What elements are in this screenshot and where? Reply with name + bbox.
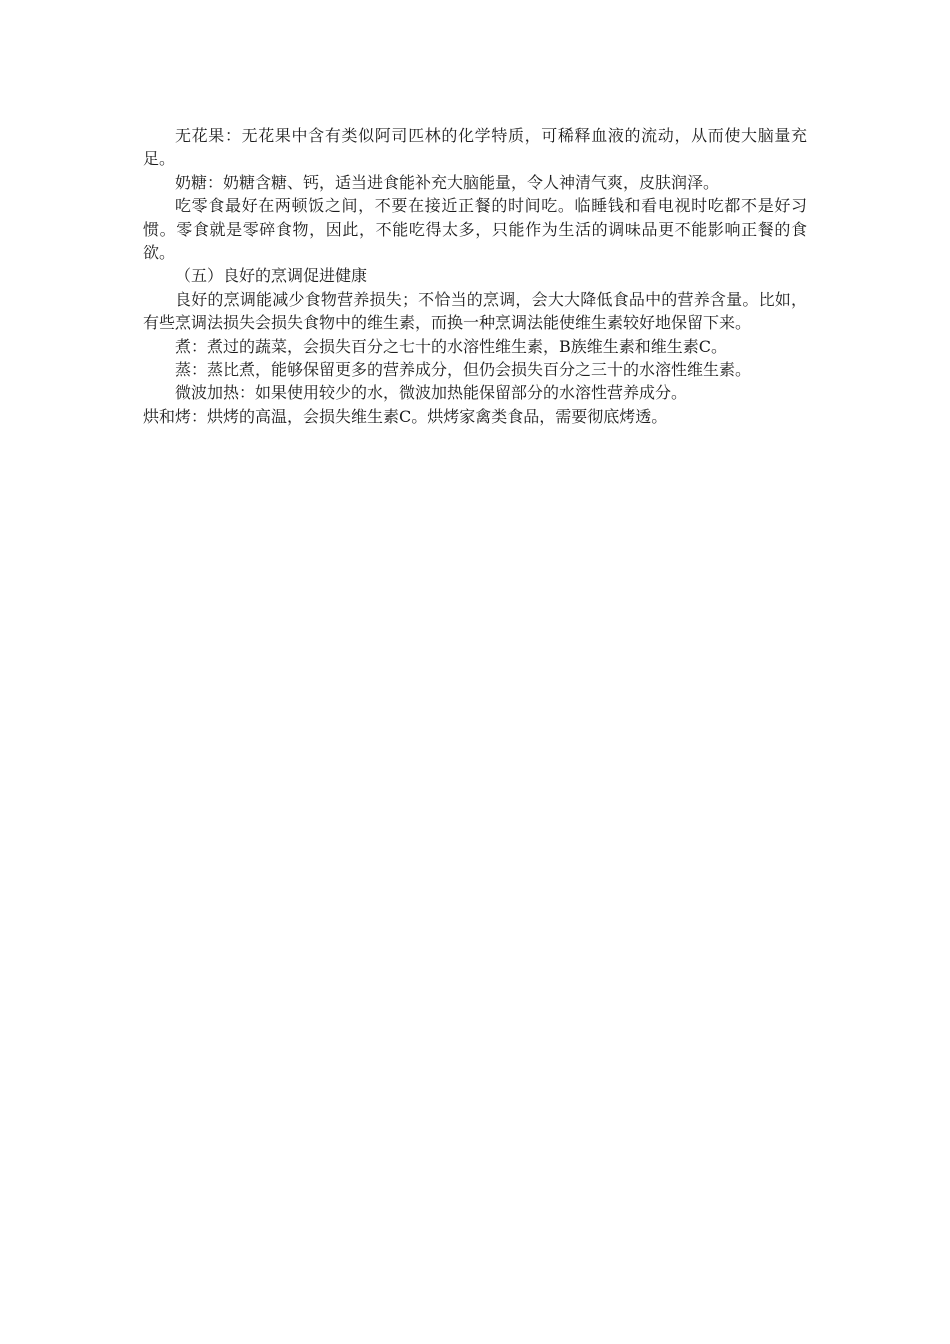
- paragraph-boiling: 煮：煮过的蔬菜，会损失百分之七十的水溶性维生素，B族维生素和维生素C。: [175, 336, 728, 356]
- paragraph-cooking-intro: 良好的烹调能减少食物营养损失；不恰当的烹调，会大大降低食品中的营养含量。比如，有些烹调法损失会损失食物中的维生素，而换一种烹调法能使维生素较好地保留下来。: [143, 289, 807, 333]
- paragraph-snack-advice: 吃零食最好在两顿饭之间，不要在接近正餐的时间吃。临睡钱和看电视时吃都不是好习惯。零食就是零碎食物，因此，不能吃得太多，只能作为生活的调味品更不能影响正餐的食欲。: [143, 196, 807, 263]
- paragraph-baking: 烘和烤：烘烤的高温，会损失维生素C。烘烤家禽类食品，需要彻底烤透。: [143, 406, 668, 426]
- paragraph-steaming: 蒸：蒸比煮，能够保留更多的营养成分，但仍会损失百分之三十的水溶性维生素。: [175, 360, 752, 380]
- paragraph-fig: 无花果：无花果中含有类似阿司匹林的化学特质，可稀释血液的流动，从而使大脑量充足。: [143, 126, 807, 169]
- document-body: [143, 124, 807, 428]
- section-heading-cooking: （五）良好的烹调促进健康: [175, 266, 368, 286]
- paragraph-microwave: 微波加热：如果使用较少的水，微波加热能保留部分的水溶性营养成分。: [175, 383, 688, 403]
- paragraph-milk-candy: 奶糖：奶糖含糖、钙，适当进食能补充大脑能量，令人神清气爽，皮肤润泽。: [175, 172, 720, 192]
